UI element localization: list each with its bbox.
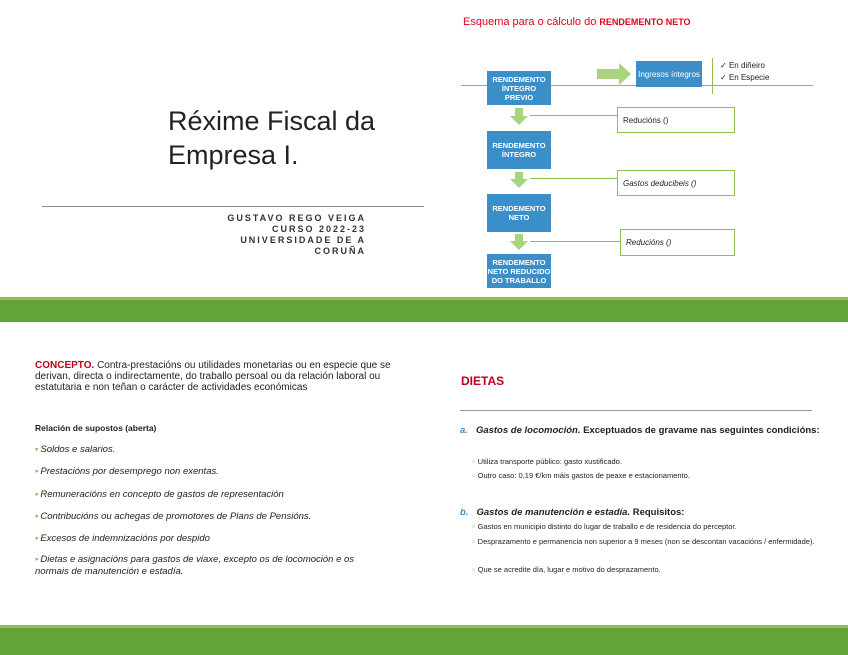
list-item: ▪ Soldos e salarios. <box>35 444 116 455</box>
list-item: ▪ Contribucións ou achegas de promotores de Plans de Pensións. <box>35 511 312 522</box>
list-item: ▫ Que se acredite día, lugar e motivo do desprazamento. <box>472 565 661 574</box>
bullet-icon: ▪ <box>35 466 39 477</box>
list-item: ▪ Excesos de indemnizacións por despido <box>35 533 210 544</box>
bullet-icon: ▫ <box>472 537 475 546</box>
relation-label: Relación de supostos (aberta) <box>35 423 157 433</box>
bullet-icon: ▫ <box>472 457 475 466</box>
box-ingresos-integros: Ingresos íntegros <box>636 61 702 87</box>
section-b <box>460 507 820 519</box>
bullet-icon: ▪ <box>35 554 39 565</box>
connector-line <box>530 178 620 179</box>
list-item: ▪ Prestacións por desemprego non exentas. <box>35 466 219 477</box>
section-a-text: Exceptuados de gravame nas seguintes condicións: <box>583 425 820 436</box>
bullet-icon: ▫ <box>472 565 475 574</box>
bullet-icon: ▪ <box>35 489 39 500</box>
section-a <box>460 425 820 437</box>
check-list <box>720 60 769 84</box>
divider <box>42 206 424 207</box>
concept-text: Contra-prestacións ou utilidades monetarias ou en especie que se derivan, directa o indirectamente, do traballo persoal ou da relación laboral ou estatutaria e non teñan o carácter de actividades económicas <box>35 360 391 393</box>
check-icon: ✓ <box>720 61 729 70</box>
section-letter: a. <box>460 425 468 436</box>
arrow-down-stem <box>515 234 523 241</box>
author-block <box>227 213 366 257</box>
connector-line <box>530 241 620 242</box>
note-gastos-deducibeis: Gastos deducibeis () <box>617 170 735 196</box>
box-rendemento-integro-previo: RENDEMENTO ÍNTEGRO PREVIO <box>487 71 551 105</box>
section-a-title: Gastos de locomoción. <box>475 425 581 436</box>
box-rendemento-neto-reducido: RENDEMENTO NETO REDUCIDO DO TRABALLO <box>487 254 551 288</box>
title-prefix: Esquema para o cálculo do <box>463 16 597 28</box>
arrow-right-head <box>619 63 631 85</box>
section-b-text: Requisitos: <box>632 507 685 518</box>
university-line-1: UNIVERSIDADE DE A <box>240 235 366 245</box>
bullet-icon: ▪ <box>35 533 39 544</box>
slide1-title <box>168 104 375 172</box>
check-item: ✓ En diñeiro <box>720 61 765 70</box>
divider <box>460 410 812 411</box>
arrow-down-stem <box>515 172 523 179</box>
dietas-heading: DIETAS <box>461 374 505 388</box>
connector-line <box>530 115 620 116</box>
concept-paragraph <box>35 360 405 393</box>
list-item: ▪ Dietas e asignacións para gastos de viaxe, excepto os de locomoción e os normais de manutención e estadía. <box>35 554 355 577</box>
author-name: GUSTAVO REGO VEIGA <box>227 213 366 223</box>
bullet-icon: ▪ <box>35 511 39 522</box>
list-item: ▫ Desprazamento e permanencia non superior a 9 meses (non se descontan vacacións / enfermidade). <box>472 537 815 546</box>
note-reducions-2: Reducións () <box>620 229 735 256</box>
note-reducions-1: Reducións () <box>617 107 735 133</box>
section-letter: b. <box>460 507 469 518</box>
title-line-1: Réxime Fiscal da <box>168 106 376 136</box>
box-rendemento-integro: RENDEMENTO ÍNTEGRO <box>487 131 551 169</box>
separator-band <box>0 300 848 322</box>
title-line-2: Empresa I. <box>168 140 299 170</box>
list-item: ▫ Outro caso: 0,19 €/km máis gastos de peaxe e estacionamento. <box>472 471 690 480</box>
list-item: ▫ Utiliza transporte público: gasto xustificado. <box>472 457 622 466</box>
university-line-2: CORUÑA <box>314 246 366 256</box>
separator-band <box>0 628 848 655</box>
bullet-icon: ▫ <box>472 471 475 480</box>
check-item: ✓ En Especie <box>720 73 770 82</box>
arrow-down-stem <box>515 108 523 116</box>
bullet-icon: ▫ <box>472 522 475 531</box>
list-item: ▪ Remuneracións en concepto de gastos de representación <box>35 489 284 500</box>
arrow-down-head <box>510 241 528 250</box>
title-bold: RENDEMENTO NETO <box>599 17 691 27</box>
arrow-down-head <box>510 116 528 125</box>
bullet-icon: ▪ <box>35 444 39 455</box>
list-item: ▫ Gastos en municipio distinto do lugar de traballo e de residencia do perceptor. <box>472 522 737 531</box>
check-icon: ✓ <box>720 73 729 82</box>
bracket-line <box>712 58 713 94</box>
section-b-title: Gastos de manutención e estadía. <box>476 507 631 518</box>
arrow-down-head <box>510 179 528 188</box>
concept-label: CONCEPTO. <box>35 360 95 371</box>
box-rendemento-neto: RENDEMENTO NETO <box>487 194 551 232</box>
arrow-right <box>597 69 619 79</box>
slide2-title <box>463 16 691 28</box>
course-label: CURSO 2022-23 <box>271 224 366 234</box>
